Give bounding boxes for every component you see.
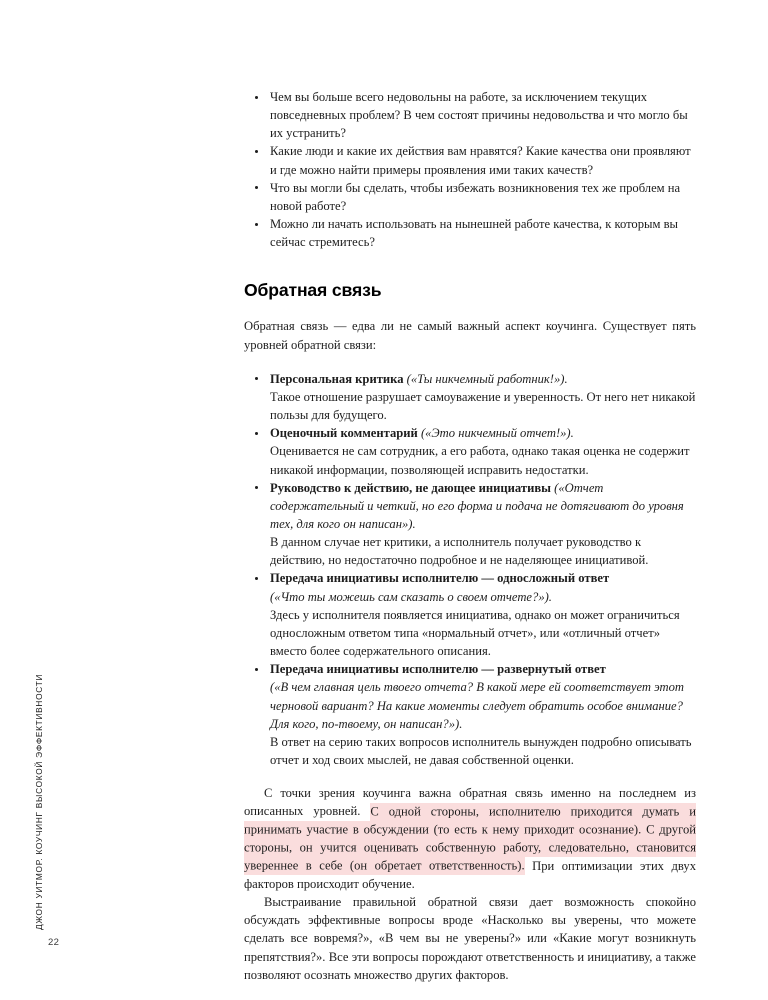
spacer — [244, 769, 696, 784]
level-term: Оценочный комментарий — [270, 426, 418, 441]
list-item — [244, 370, 696, 424]
list-item — [244, 479, 696, 570]
question-text: Можно ли начать использовать на нынешней работе качества, к которым вы сейчас стремитесь? — [270, 217, 679, 250]
paragraph-text-before-highlight: С точки зрения коучинга важна обратная связь именно на последнем из описанных уровней. — [244, 786, 696, 819]
closing-paragraph-2: Выстраивание правильной обратной связи дает возможность спокойно обсуждать эффективные вопросы вроде «Насколько вы уверены, что можете сделать все вовремя?», «В чем вы не уверены?» или «Какие могут возникнуть препятствия?». Все эти вопросы порождают ответственность и инициативу, а также позволяют осознать множество других факторов. — [244, 895, 696, 982]
level-term: Передача инициативы исполнителю — развернутый ответ — [270, 662, 606, 677]
level-explanation: В ответ на серию таких вопросов исполнитель вынужден подробно описывать отчет и ход своих мыслей, не давая собственной оценки. — [270, 734, 692, 767]
question-text: Чем вы больше всего недовольны на работе, за исключением текущих повседневных проблем? В чем состоят причины недовольства и что могло бы их устранить? — [270, 90, 688, 141]
level-example: («Что ты можешь сам сказать о своем отчете?»). — [270, 589, 552, 604]
spacer — [244, 251, 696, 280]
spacer — [244, 354, 696, 370]
level-example: («В чем главная цель твоего отчета? В какой мере ей соответствует этот черновой вариант? На какие моменты следует обратить особое внимание? Для кого, по-твоему, он написан?»). — [270, 680, 685, 731]
closing-paragraph-1 — [244, 784, 696, 893]
level-example: («Ты никчемный работник!»). — [406, 371, 568, 386]
highlighted-text: С одной стороны, исполнителю приходится думать и принимать участие в обсуждении (то есть к нему приходит осознание). С другой стороны, он учится оценивать собственную работу, следовательно, становится увереннее в себе (он обретает ответственность). — [244, 803, 696, 875]
list-item — [244, 88, 696, 142]
question-text: Какие люди и какие их действия вам нравятся? Какие качества они проявляют и где можно найти примеры проявления ими таких качеств? — [270, 144, 691, 177]
spacer — [244, 301, 696, 317]
text-column — [244, 88, 696, 984]
list-item — [244, 660, 696, 769]
list-item — [244, 179, 696, 215]
list-item — [244, 142, 696, 178]
section-intro-paragraph: Обратная связь — едва ли не самый важный аспект коучинга. Существует пять уровней обратной связи: — [244, 319, 696, 352]
question-list — [244, 88, 696, 251]
level-explanation: В данном случае нет критики, а исполнитель получает руководство к действию, но недостаточно подробное и не наделяющее инициативой. — [270, 535, 649, 568]
list-item — [244, 569, 696, 660]
level-term: Руководство к действию, не дающее инициативы — [270, 480, 551, 495]
level-example: («Это никчемный отчет!»). — [420, 426, 574, 441]
level-explanation: Оценивается не сам сотрудник, а его работа, однако такая оценка не содержит никакой информации, позволяющей исправить недостатки. — [270, 444, 690, 477]
level-example: («Отчет содержательный и четкий, но его форма и подача не дотягивают до уровня тех, для кого он написан»). — [270, 480, 684, 531]
list-item — [244, 215, 696, 251]
feedback-levels-list — [244, 370, 696, 769]
level-explanation: Такое отношение разрушает самоуважение и уверенность. От него нет никакой пользы для будущего. — [270, 389, 696, 423]
section-heading: Обратная связь — [244, 280, 382, 301]
question-text: Что вы могли бы сделать, чтобы избежать возникновения тех же проблем на новой работе? — [270, 180, 681, 213]
paragraph-text-after-highlight: При оптимизации этих двух факторов происходит обучение. — [244, 858, 696, 891]
level-term: Персональная критика — [270, 371, 404, 386]
running-head: ДЖОН УИТМОР. КОУЧИНГ ВЫСОКОЙ ЭФФЕКТИВНОСТИ — [34, 673, 44, 930]
level-explanation: Здесь у исполнителя появляется инициатива, однако он может ограничиться односложным ответом типа «нормальный отчет», или «отличный отчет» вместо более содержательного описания. — [270, 607, 680, 659]
page-number: 22 — [48, 937, 60, 948]
level-term: Передача инициативы исполнителю — односложный ответ — [270, 571, 610, 586]
list-item — [244, 424, 696, 478]
